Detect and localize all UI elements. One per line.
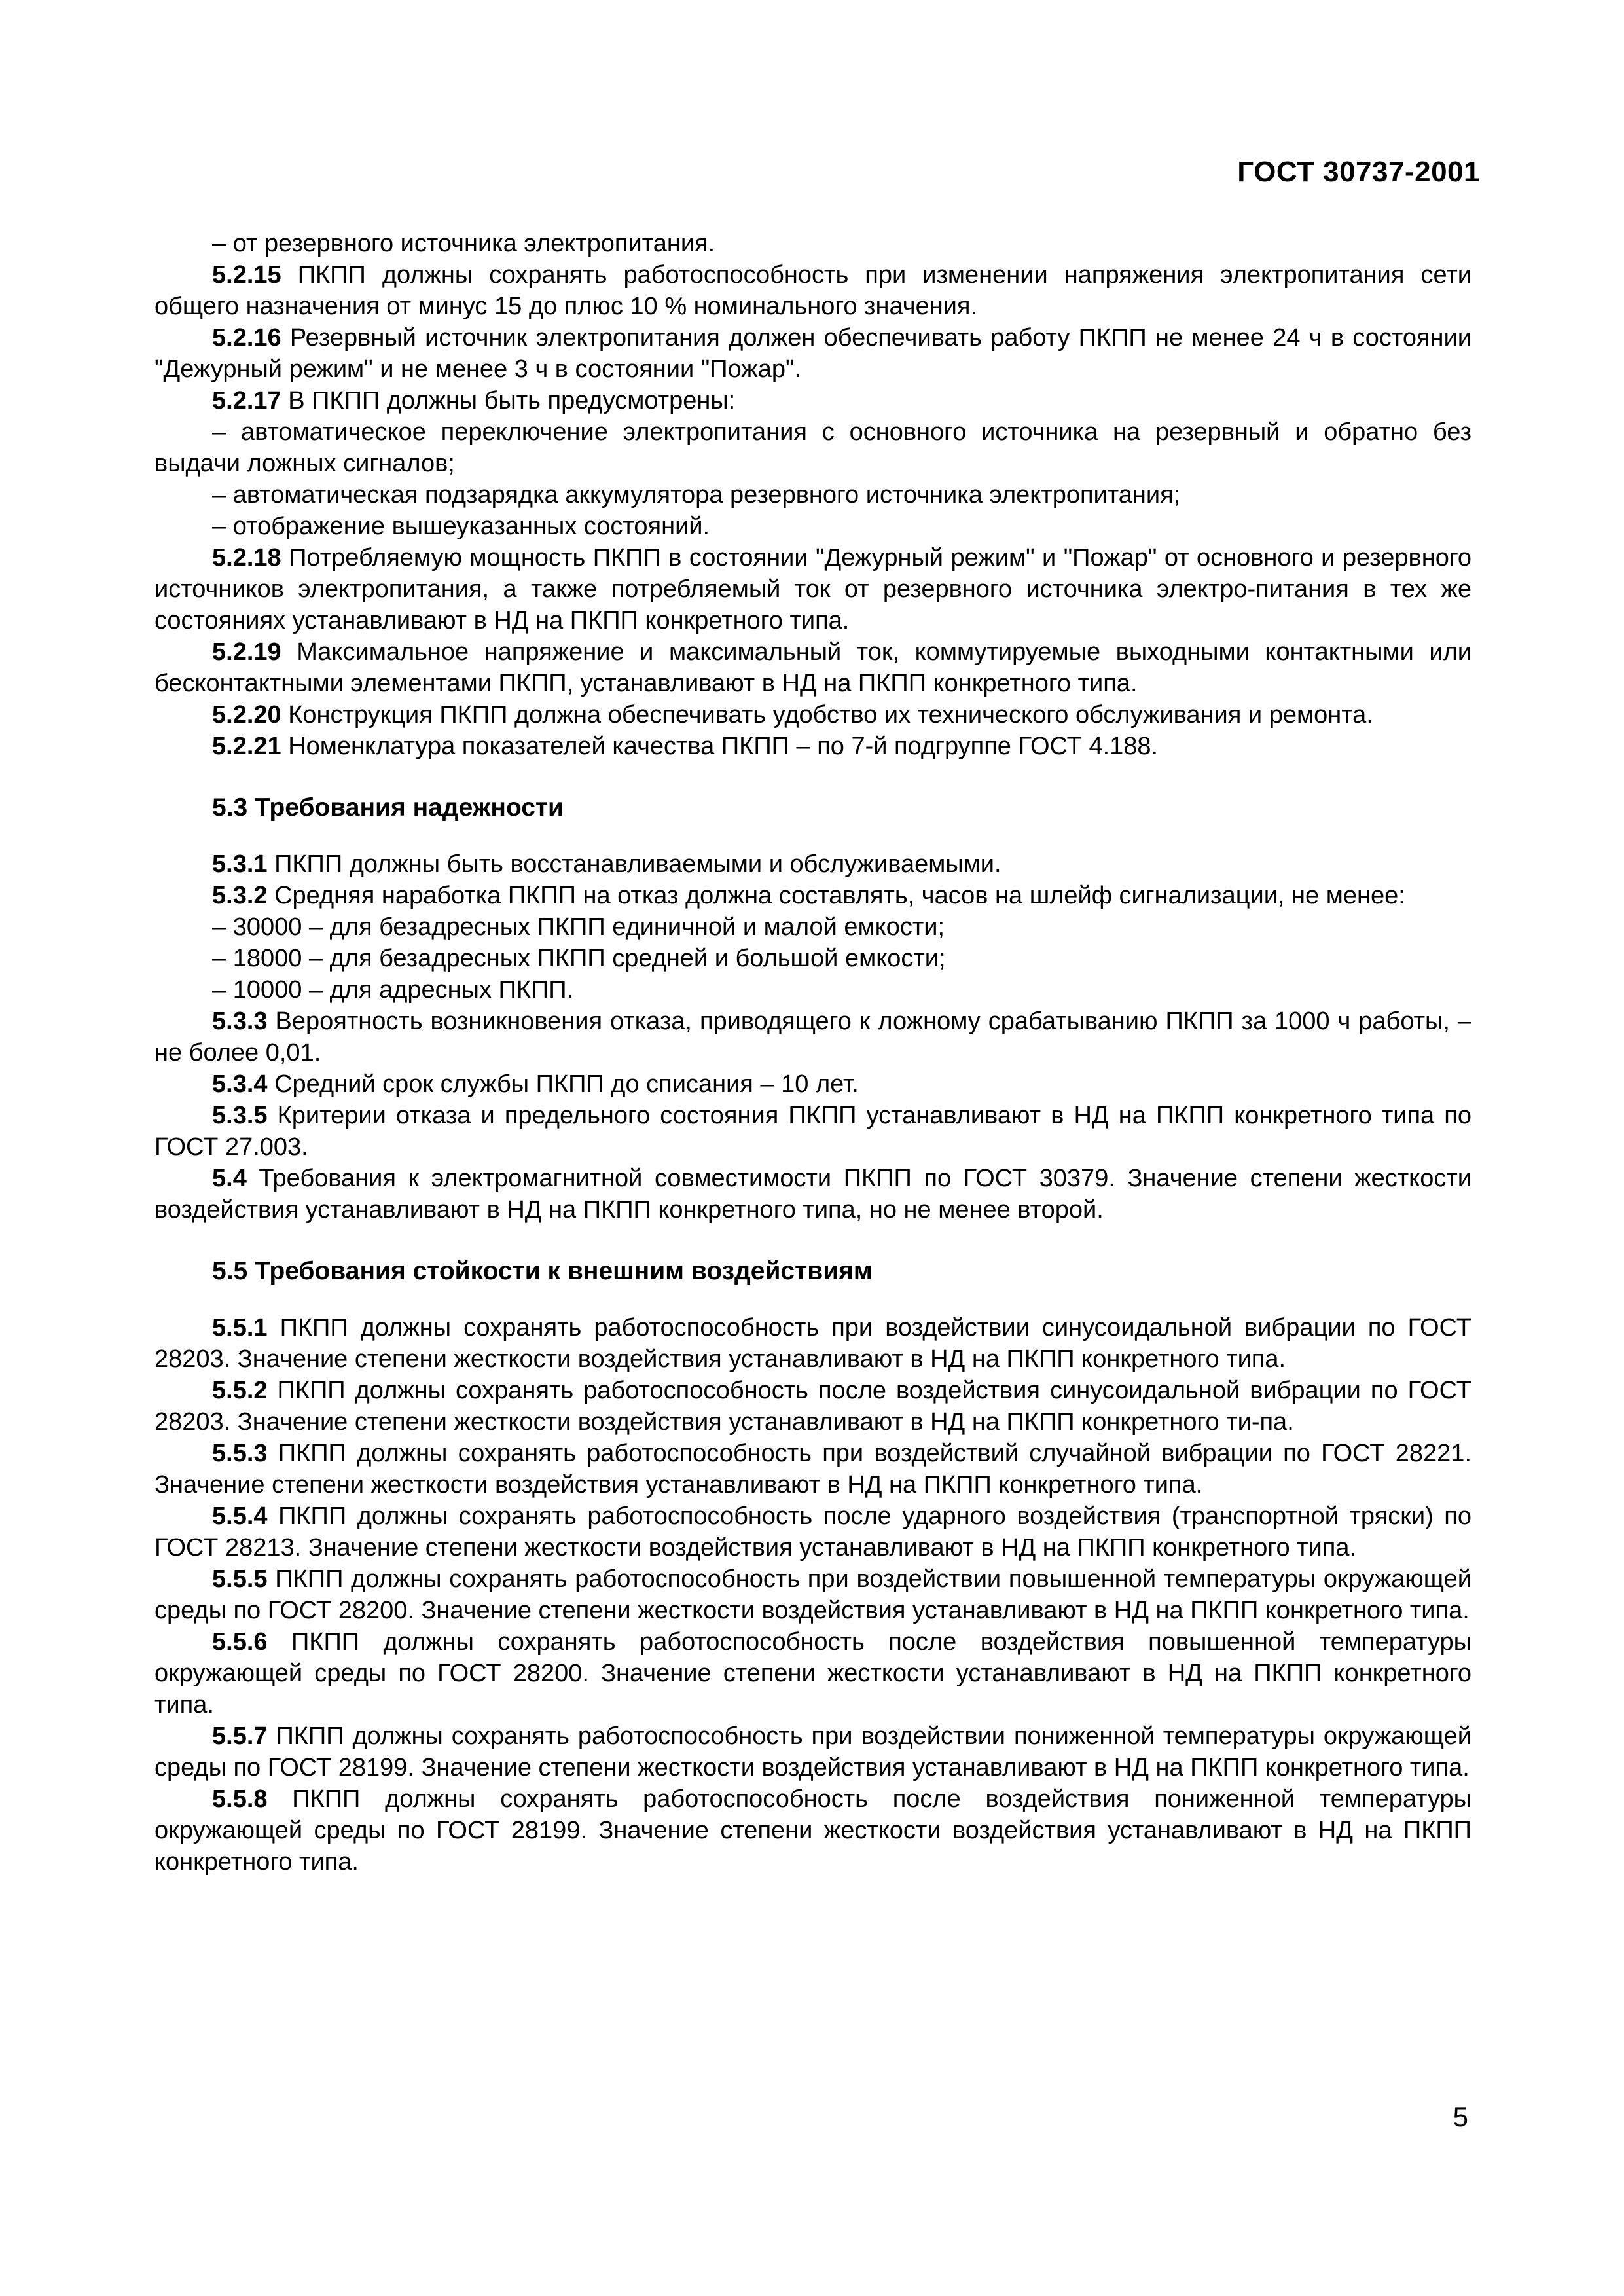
clause-text: Критерии отказа и предельного состояния ПКПП устанавливают в НД на ПКПП конкретного типа по ГОСТ 27.003. <box>154 1102 1471 1161</box>
clause-text: В ПКПП должны быть предусмотрены: <box>281 387 736 414</box>
clause-text: ПКПП должны сохранять работоспособность при воздействии повышенной температуры окружающей среды по ГОСТ 28200. Значение степени жесткости воздействия устанавливают в НД на ПКПП конкретного типа. <box>154 1565 1471 1624</box>
document-body <box>154 228 1471 1878</box>
clause-text: ПКПП должны сохранять работоспособность при воздействии синусоидальной вибрации по ГОСТ 28203. Значение степени жесткости воздействия устанавливают в НД на ПКПП конкретного типа. <box>154 1314 1471 1373</box>
clause-text: ПКПП должны сохранять работоспособность при изменении напряжения электропитания сети общего назначения от минус 15 до плюс 10 % номинального значения. <box>154 261 1471 320</box>
paragraph <box>154 880 1471 911</box>
paragraph <box>154 416 1471 479</box>
clause-text: Требования к электромагнитной совместимости ПКПП по ГОСТ 30379. Значение степени жесткости воздействия устанавливают в НД на ПКПП конкретного типа, но не менее второй. <box>154 1165 1471 1224</box>
paragraph <box>154 731 1471 762</box>
clause-text: ПКПП должны сохранять работоспособность после воздействия повышенной температуры окружающей среды по ГОСТ 28200. Значение степени жесткости устанавливают в НД на ПКПП конкретного типа. <box>154 1628 1471 1719</box>
paragraph <box>154 943 1471 974</box>
clause-text: ПКПП должны сохранять работоспособность после воздействия пониженной температуры окружающей среды по ГОСТ 28199. Значение степени жесткости воздействия устанавливают в НД на ПКПП конкретного типа. <box>154 1785 1471 1876</box>
clause-text: Средняя наработка ПКПП на отказ должна составлять, часов на шлейф сигнализации, не менее: <box>267 882 1405 909</box>
paragraph <box>154 1438 1471 1501</box>
clause-text: – отображение вышеуказанных состояний. <box>212 513 710 540</box>
clause-number: 5.5.7 <box>212 1722 268 1750</box>
paragraph <box>154 1501 1471 1563</box>
clause-text: ПКПП должны сохранять работоспособность после воздействия синусоидальной вибрации по ГОСТ 28203. Значение степени жесткости воздействия устанавливают в НД на ПКПП конкретного ти-па. <box>154 1377 1471 1436</box>
clause-number: 5.2.17 <box>212 387 281 414</box>
paragraph <box>154 911 1471 943</box>
clause-number: 5.2.21 <box>212 733 281 760</box>
clause-text: ПКПП должны сохранять работоспособность при воздействий случайной вибрации по ГОСТ 28221. Значение степени жесткости воздействия устанавливают в НД на ПКПП конкретного типа. <box>154 1440 1471 1499</box>
clause-number: 5.5.4 <box>212 1503 268 1530</box>
paragraph <box>154 848 1471 880</box>
clause-number: 5.5.5 <box>212 1565 268 1593</box>
clause-text: – 10000 – для адресных ПКПП. <box>212 976 574 1004</box>
clause-number: 5.3.4 <box>212 1070 268 1098</box>
section-heading: 5.5 Требования стойкости к внешним воздействиям <box>212 1257 873 1285</box>
clause-number: 5.2.20 <box>212 701 281 729</box>
clause-text: – от резервного источника электропитания. <box>212 230 715 257</box>
paragraph <box>154 1783 1471 1878</box>
clause-text: – автоматическое переключение электропитания с основного источника на резервный и обратно без выдачи ложных сигналов; <box>154 418 1471 477</box>
paragraph <box>154 1312 1471 1375</box>
paragraph <box>154 1068 1471 1100</box>
clause-number: 5.5.6 <box>212 1628 268 1656</box>
clause-number: 5.5.8 <box>212 1785 268 1813</box>
clause-number: 5.2.19 <box>212 638 281 666</box>
clause-text: Потребляемую мощность ПКПП в состоянии "Дежурный режим" и "Пожар" от основного и резервного источников электропитания, а также потребляемый ток от резервного источника электро-питания в тех же состояниях устанавливают в НД на ПКПП конкретного типа. <box>154 544 1471 634</box>
clause-text: Номенклатура показателей качества ПКПП – по 7-й подгруппе ГОСТ 4.188. <box>281 733 1159 760</box>
page-number: 5 <box>1453 2102 1468 2132</box>
paragraph <box>154 1100 1471 1163</box>
clause-text: ПКПП должны сохранять работоспособность после ударного воздействия (транспортной тряски) по ГОСТ 28213. Значение степени жесткости воздействия устанавливают в НД на ПКПП конкретного типа. <box>154 1503 1471 1561</box>
clause-text: – 18000 – для безадресных ПКПП средней и большой емкости; <box>212 945 946 972</box>
clause-text: Максимальное напряжение и максимальный ток, коммутируемые выходными контактными или бесконтактными элементами ПКПП, устанавливают в НД на ПКПП конкретного типа. <box>154 638 1471 697</box>
document-header: ГОСТ 30737-2001 <box>1237 156 1480 188</box>
paragraph <box>154 1626 1471 1721</box>
clause-text: Средний срок службы ПКПП до списания – 10 лет. <box>267 1070 859 1098</box>
paragraph <box>154 385 1471 416</box>
clause-number: 5.5.3 <box>212 1440 268 1467</box>
paragraph <box>154 542 1471 636</box>
paragraph <box>154 228 1471 259</box>
clause-number: 5.3.2 <box>212 882 268 909</box>
paragraph <box>154 1721 1471 1783</box>
paragraph <box>154 636 1471 699</box>
clause-number: 5.5.1 <box>212 1314 268 1341</box>
clause-number: 5.2.18 <box>212 544 281 572</box>
clause-number: 5.4 <box>212 1165 247 1192</box>
clause-number: 5.3.1 <box>212 850 268 878</box>
paragraph <box>154 974 1471 1006</box>
clause-text: Вероятность возникновения отказа, приводящего к ложному срабатыванию ПКПП за 1000 ч работы, – не более 0,01. <box>154 1008 1471 1066</box>
clause-number: 5.2.15 <box>212 261 281 289</box>
section-heading: 5.3 Требования надежности <box>212 793 564 822</box>
clause-number: 5.2.16 <box>212 324 281 352</box>
clause-number: 5.3.3 <box>212 1008 268 1035</box>
clause-text: Конструкция ПКПП должна обеспечивать удобство их технического обслуживания и ремонта. <box>281 701 1373 729</box>
paragraph <box>154 1375 1471 1438</box>
paragraph <box>154 1563 1471 1626</box>
paragraph <box>154 1163 1471 1226</box>
clause-text: – 30000 – для безадресных ПКПП единичной и малой емкости; <box>212 913 945 941</box>
clause-number: 5.5.2 <box>212 1377 268 1404</box>
paragraph <box>154 699 1471 731</box>
clause-text: ПКПП должны сохранять работоспособность при воздействии пониженной температуры окружающей среды по ГОСТ 28199. Значение степени жесткости воздействия устанавливают в НД на ПКПП конкретного типа. <box>154 1722 1471 1781</box>
clause-number: 5.3.5 <box>212 1102 268 1129</box>
paragraph <box>154 322 1471 385</box>
clause-text: – автоматическая подзарядка аккумулятора резервного источника электропитания; <box>212 481 1181 509</box>
clause-text: ПКПП должны быть восстанавливаемыми и обслуживаемыми. <box>267 850 1001 878</box>
paragraph <box>154 511 1471 542</box>
clause-text: Резервный источник электропитания должен обеспечивать работу ПКПП не менее 24 ч в состоянии "Дежурный режим" и не менее 3 ч в состоянии "Пожар". <box>154 324 1471 383</box>
paragraph <box>154 1006 1471 1068</box>
paragraph <box>154 259 1471 322</box>
paragraph <box>154 479 1471 511</box>
